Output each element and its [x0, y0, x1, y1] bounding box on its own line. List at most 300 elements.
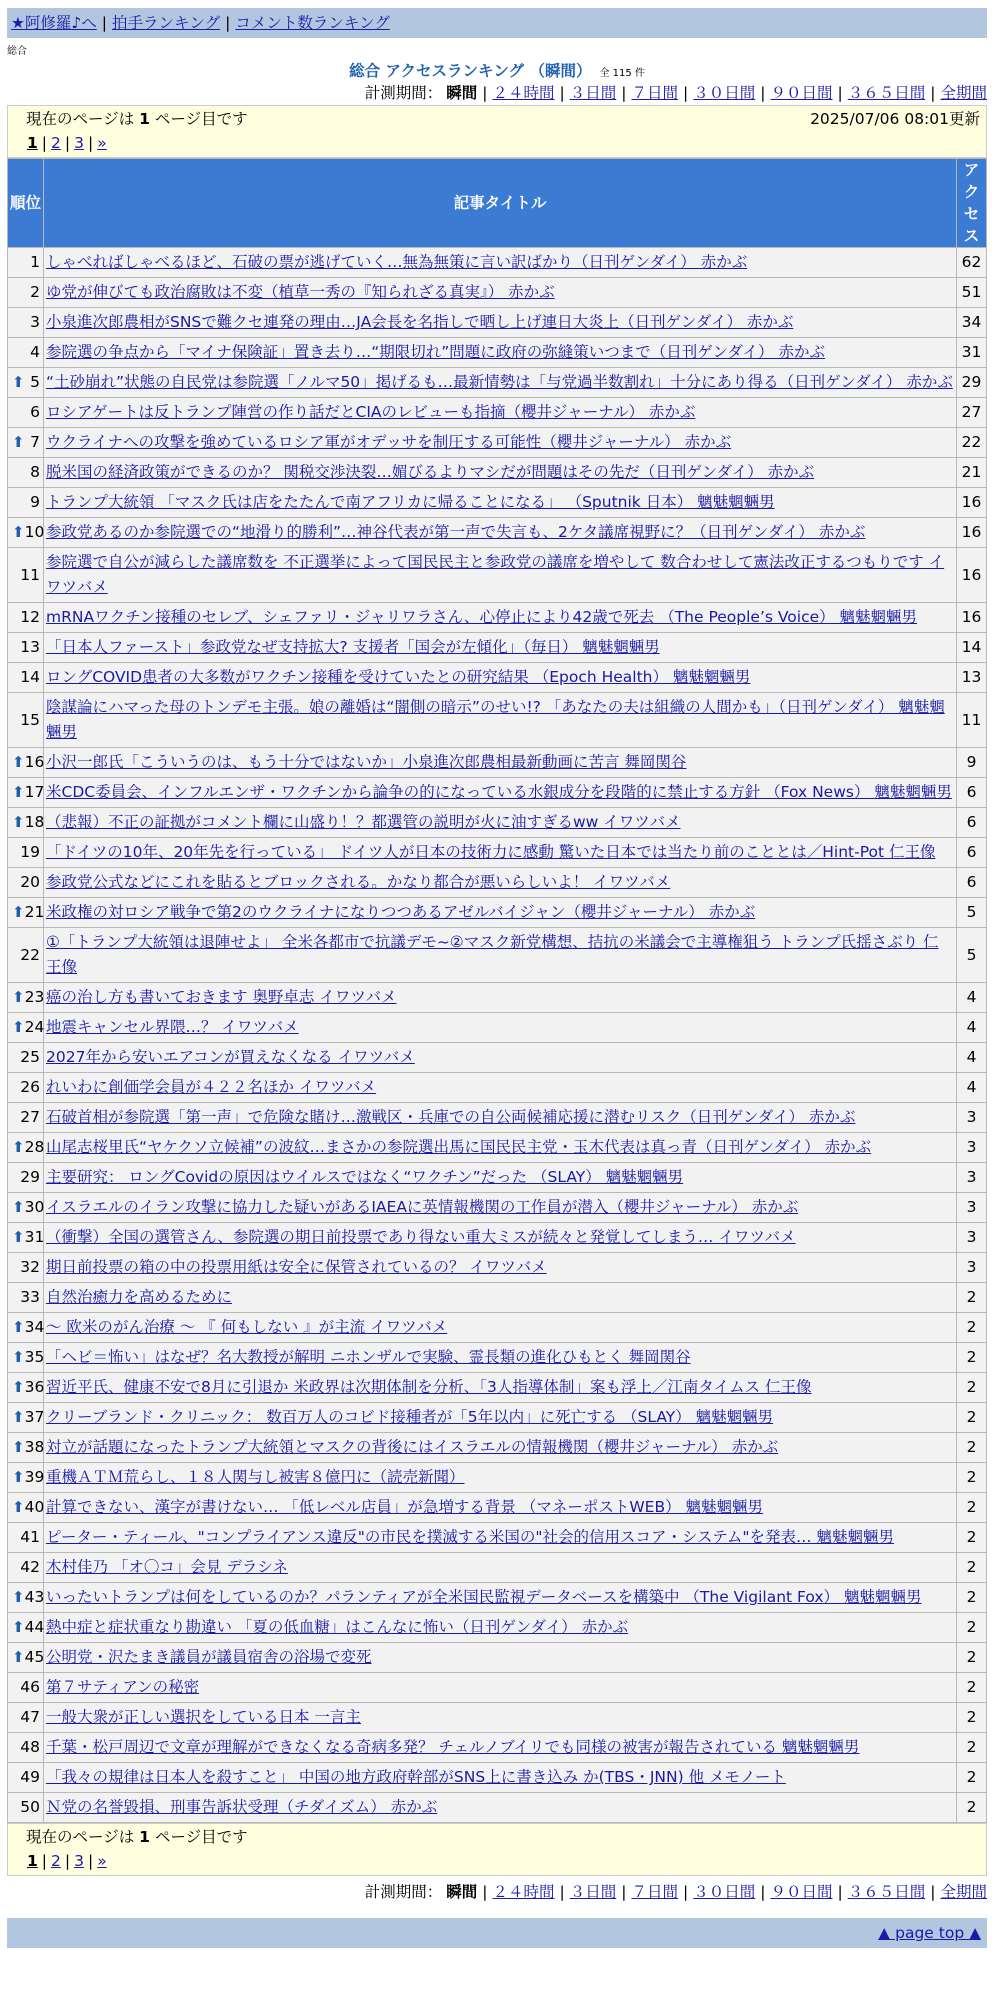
access-count: 2 — [957, 1313, 987, 1343]
title-cell — [44, 1043, 957, 1073]
article-title-link[interactable]: ロングCOVID患者の大多数がワクチン接種を受けていたとの研究結果 （Epoch Health） 魑魅魍魎男 — [46, 668, 751, 686]
table-row — [8, 1163, 987, 1193]
access-count: 2 — [957, 1373, 987, 1403]
pagination — [26, 1849, 980, 1873]
table-row — [8, 1763, 987, 1793]
page-separator: | — [41, 1852, 48, 1870]
access-count: 4 — [957, 1043, 987, 1073]
rank-cell — [8, 548, 44, 603]
article-title-link[interactable]: 重機ＡＴＭ荒らし、１８人関与し被害８億円に（読売新聞） — [46, 1468, 465, 1486]
rank-number: 35 — [24, 1348, 45, 1366]
article-title-link[interactable]: 参院選で自公が減らした議席数を 不正選挙によって国民民主と参政党の議席を増やして 数合わせして憲法改正するつもりです イワツバメ — [46, 553, 945, 596]
rank-cell — [8, 308, 44, 338]
period-selector-bottom — [7, 1880, 987, 1904]
rank-cell — [8, 278, 44, 308]
table-row — [8, 663, 987, 693]
period-current: 瞬間 — [446, 1883, 478, 1901]
rank-cell — [8, 868, 44, 898]
access-count: 2 — [957, 1463, 987, 1493]
period-link[interactable]: 全期間 — [940, 1883, 987, 1901]
page-top-link[interactable]: ▲ page top ▲ — [878, 1924, 981, 1942]
rank-cell — [8, 778, 44, 808]
title-cell — [44, 983, 957, 1013]
col-title-header: 記事タイトル — [44, 159, 957, 248]
table-row — [8, 1343, 987, 1373]
table-row — [8, 748, 987, 778]
access-count: 11 — [957, 693, 987, 748]
article-title-link[interactable]: Ｎ党の名誉毀損、刑事告訴状受理（チダイズム） 赤かぶ — [46, 1798, 438, 1816]
rank-cell — [8, 808, 44, 838]
access-count: 2 — [957, 1733, 987, 1763]
access-count: 31 — [957, 338, 987, 368]
footer-bar — [7, 1918, 987, 1948]
table-row — [8, 1433, 987, 1463]
article-title-link[interactable]: 山尾志桜里氏“ヤケクソ立候補”の波紋…まさかの参院選出馬に国民民主党・玉木代表は真っ青（日刊ゲンダイ） 赤かぶ — [46, 1138, 872, 1156]
title-cell — [44, 398, 957, 428]
title-cell — [44, 368, 957, 398]
rank-cell — [8, 1403, 44, 1433]
up-arrow-icon: ⬆ — [12, 1228, 25, 1246]
access-count: 3 — [957, 1133, 987, 1163]
page-link[interactable]: 2 — [51, 1852, 61, 1870]
access-count: 5 — [957, 928, 987, 983]
rank-cell — [8, 1463, 44, 1493]
title-cell — [44, 1253, 957, 1283]
rank-cell — [8, 838, 44, 868]
table-row — [8, 1613, 987, 1643]
rank-number: 8 — [30, 463, 40, 481]
title-cell — [44, 1163, 957, 1193]
rank-cell — [8, 428, 44, 458]
period-separator: | — [559, 84, 565, 102]
article-title-link[interactable]: いったいトランプは何をしているのか？パランティアが全米国民監視データベースを構築中 （The Vigilant Fox） 魑魅魍魎男 — [46, 1588, 922, 1606]
pagination — [26, 131, 980, 155]
title-cell — [44, 778, 957, 808]
title-cell — [44, 548, 957, 603]
rank-cell — [8, 1793, 44, 1823]
access-count: 2 — [957, 1343, 987, 1373]
rank-number: 26 — [20, 1078, 40, 1096]
title-cell — [44, 1373, 957, 1403]
access-count: 3 — [957, 1223, 987, 1253]
period-link[interactable]: 全期間 — [940, 84, 987, 102]
access-count: 2 — [957, 1643, 987, 1673]
article-title-link[interactable]: 参院選の争点から「マイナ保険証」置き去り…“期限切れ”問題に政府の弥縫策いつまで（日刊ゲンダイ） 赤かぶ — [46, 343, 825, 361]
article-title-link[interactable]: 参政党あるのか参院選での“地滑り的勝利”…神谷代表が第一声で失言も、2ケタ議席視野に？（日刊ゲンダイ） 赤かぶ — [46, 523, 866, 541]
rank-number: 28 — [24, 1138, 45, 1156]
article-title-link[interactable]: 米政権の対ロシア戦争で第2のウクライナになりつつあるアゼルバイジャン（櫻井ジャーナル） 赤かぶ — [46, 903, 756, 921]
article-title-link[interactable]: ①「トランプ大統領は退陣せよ」 全米各都市で抗議デモ~②マスク新党構想、拮抗の米議会で主導権狙う トランプ氏揺さぶり 仁王像 — [46, 933, 939, 976]
up-arrow-icon: ⬆ — [12, 1498, 25, 1516]
table-row — [8, 488, 987, 518]
page-link[interactable]: 3 — [74, 134, 85, 152]
rank-cell — [8, 1613, 44, 1643]
period-links — [477, 1883, 987, 1901]
access-count: 5 — [957, 898, 987, 928]
article-title-link[interactable]: イスラエルのイラン攻撃に協力した疑いがあるIAEAに英情報機関の工作員が潜入（櫻井ジャーナル） 赤かぶ — [46, 1198, 799, 1216]
title-cell — [44, 1613, 957, 1643]
rank-cell — [8, 248, 44, 278]
rank-cell — [8, 1253, 44, 1283]
access-count: 2 — [957, 1793, 987, 1823]
rank-cell — [8, 1703, 44, 1733]
access-count: 3 — [957, 1193, 987, 1223]
up-arrow-icon: ⬆ — [12, 903, 25, 921]
table-row — [8, 838, 987, 868]
article-title-link[interactable]: ウクライナへの攻撃を強めているロシア軍がオデッサを制圧する可能性（櫻井ジャーナル） 赤かぶ — [46, 433, 732, 451]
up-arrow-icon: ⬆ — [12, 1018, 25, 1036]
up-arrow-icon: ⬆ — [12, 1438, 25, 1456]
rank-cell — [8, 1223, 44, 1253]
title-cell — [44, 1643, 957, 1673]
title-cell — [44, 1223, 957, 1253]
table-row — [8, 1313, 987, 1343]
rank-number: 38 — [24, 1438, 45, 1456]
rank-cell — [8, 368, 44, 398]
article-title-link[interactable]: 千葉・松戸周辺で文章が理解ができなくなる奇病多発？ チェルノブイリでも同様の被害が報告されている 魑魅魍魎男 — [46, 1738, 860, 1756]
col-rank-header: 順位 — [8, 159, 44, 248]
title-cell — [44, 1103, 957, 1133]
title-cell — [44, 1073, 957, 1103]
title-cell — [44, 603, 957, 633]
period-link[interactable]: ２４時間 — [492, 1883, 555, 1901]
period-separator: | — [683, 1883, 689, 1901]
table-row — [8, 1403, 987, 1433]
access-count: 6 — [957, 808, 987, 838]
current-page-number: 1 — [27, 134, 38, 152]
period-link[interactable]: ９０日間 — [770, 84, 833, 102]
article-title-link[interactable]: 参政党公式などにこれを貼るとブロックされる。かなり都合が悪いらしいよ！ イワツバメ — [46, 873, 671, 891]
article-title-link[interactable]: 期日前投票の箱の中の投票用紙は安全に保管されているの？ イワツバメ — [46, 1258, 547, 1276]
article-title-link[interactable]: 「我々の規律は日本人を殺すこと」 中国の地方政府幹部がSNS上に書き込み か(TBS・JNN) 他 メモノート — [46, 1768, 786, 1786]
period-link[interactable]: ２４時間 — [492, 84, 555, 102]
rank-number: 11 — [20, 565, 40, 584]
rank-number: 5 — [30, 373, 40, 391]
rank-cell — [8, 1493, 44, 1523]
period-link[interactable]: ９０日間 — [770, 1883, 833, 1901]
rank-number: 36 — [24, 1378, 45, 1396]
article-title-link[interactable]: 「ドイツの10年、20年先を行っている」 ドイツ人が日本の技術力に感動 驚いた日本では当たり前のこととは／Hint-Pot 仁王像 — [46, 843, 936, 861]
rank-number: 40 — [24, 1498, 45, 1516]
next-page-link[interactable]: » — [97, 134, 107, 152]
rank-cell — [8, 928, 44, 983]
title-cell — [44, 518, 957, 548]
article-title-link[interactable]: mRNAワクチン接種のセレブ、シェファリ・ジャリワラさん、心停止により42歳で死去 （The People’s Voice） 魑魅魍魎男 — [46, 608, 918, 626]
article-title-link[interactable]: （衝撃）全国の選管さん、参院選の期日前投票であり得ない重大ミスが続々と発覚してしまう… イワツバメ — [46, 1228, 796, 1246]
table-row — [8, 368, 987, 398]
access-count: 4 — [957, 1073, 987, 1103]
period-selector — [7, 81, 987, 105]
next-page-link[interactable]: » — [97, 1852, 107, 1870]
access-count: 16 — [957, 488, 987, 518]
rank-number: 14 — [20, 668, 40, 686]
table-row — [8, 428, 987, 458]
table-row — [8, 868, 987, 898]
article-title-link[interactable]: 小泉進次郎農相がSNSで難クセ連発の理由…JA会長を名指しで晒し上げ連日大炎上（日刊ゲンダイ） 赤かぶ — [46, 313, 794, 331]
page-link[interactable]: 3 — [74, 1852, 85, 1870]
rank-number: 15 — [20, 710, 40, 729]
period-link[interactable]: ３日間 — [569, 84, 617, 102]
article-title-link[interactable]: 自然治癒力を高めるために — [46, 1288, 233, 1306]
article-title-link[interactable]: 主要研究： ロングCovidの原因はウイルスではなく“ワクチン”だった （SLAY） 魑魅魍魎男 — [46, 1168, 684, 1186]
title-cell — [44, 633, 957, 663]
period-link[interactable]: ３６５日間 — [847, 1883, 926, 1901]
access-count: 13 — [957, 663, 987, 693]
title-cell — [44, 428, 957, 458]
article-title-link[interactable]: 陰謀論にハマった母のトンデモ主張。娘の離婚は“闇側の暗示”のせい!? 「あなたの夫は組織の人間かも」（日刊ゲンダイ） 魑魅魍魎男 — [46, 698, 945, 741]
rank-number: 17 — [24, 783, 45, 801]
table-row — [8, 1793, 987, 1823]
comment-ranking-link[interactable]: コメント数ランキング — [235, 14, 390, 32]
table-row — [8, 458, 987, 488]
title-cell — [44, 1583, 957, 1613]
article-title-link[interactable]: ピーター・ティール、"コンプライアンス違反"の市民を撲滅する米国の"社会的信用スコア・システム"を発表… 魑魅魍魎男 — [46, 1528, 894, 1546]
up-arrow-icon: ⬆ — [12, 1588, 25, 1606]
access-count: 6 — [957, 778, 987, 808]
page-link[interactable]: 2 — [51, 134, 61, 152]
page-separator: | — [88, 134, 94, 152]
rank-number: 7 — [30, 433, 40, 451]
article-title-link[interactable]: ロシアゲートは反トランプ陣営の作り話だとCIAのレビューも指摘（櫻井ジャーナル） 赤かぶ — [46, 403, 696, 421]
up-arrow-icon: ⬆ — [12, 1468, 25, 1486]
period-separator: | — [930, 1883, 936, 1901]
rank-number: 45 — [24, 1648, 45, 1666]
title-cell — [44, 248, 957, 278]
page-separator: | — [64, 1852, 71, 1870]
title-cell — [44, 278, 957, 308]
rank-cell — [8, 1673, 44, 1703]
access-count: 2 — [957, 1403, 987, 1433]
article-title-link[interactable]: “土砂崩れ”状態の自民党は参院選「ノルマ50」掲げるも…最新情勢は「与党過半数割れ」十分にあり得る（日刊ゲンダイ） 赤かぶ — [46, 373, 953, 391]
period-separator: | — [760, 1883, 766, 1901]
access-count: 3 — [957, 1163, 987, 1193]
rank-cell — [8, 983, 44, 1013]
up-arrow-icon: ⬆ — [12, 988, 25, 1006]
rank-number: 47 — [20, 1708, 40, 1726]
rank-number: 1 — [30, 253, 40, 271]
article-title-link[interactable]: 習近平氏、健康不安で8月に引退か 米政界は次期体制を分析、「3人指導体制」案も浮上／江南タイムス 仁王像 — [46, 1378, 812, 1396]
access-count: 2 — [957, 1673, 987, 1703]
title-cell — [44, 748, 957, 778]
period-label: 計測期間： — [364, 1883, 443, 1901]
rank-cell — [8, 1433, 44, 1463]
article-title-link[interactable]: れいわに創価学会員が４２２名ほか イワツバメ — [46, 1078, 377, 1096]
period-label: 計測期間： — [364, 84, 443, 102]
period-link[interactable]: ３６５日間 — [847, 84, 926, 102]
period-separator: | — [482, 1883, 488, 1901]
up-arrow-icon: ⬆ — [12, 1198, 25, 1216]
rank-number: 50 — [20, 1798, 40, 1816]
article-title-link[interactable]: 「日本人ファースト」参政党なぜ支持拡大? 支援者「国会が左傾化」（毎日） 魑魅魍魎男 — [46, 638, 660, 656]
rank-cell — [8, 1313, 44, 1343]
title-cell — [44, 1463, 957, 1493]
page-separator: | — [41, 134, 48, 152]
title-cell — [44, 488, 957, 518]
table-row — [8, 338, 987, 368]
period-separator: | — [621, 84, 627, 102]
period-separator: | — [482, 84, 488, 102]
article-title-link[interactable]: 脱米国の経済政策ができるのか？ 関税交渉決裂…媚びるよりマシだが問題はその先だ（日刊ゲンダイ） 赤かぶ — [46, 463, 815, 481]
table-row — [8, 278, 987, 308]
access-count: 2 — [957, 1283, 987, 1313]
article-title-link[interactable]: 木村佳乃 「オ〇コ」会見 デラシネ — [46, 1558, 288, 1576]
rank-number: 46 — [20, 1678, 40, 1696]
up-arrow-icon: ⬆ — [12, 433, 25, 451]
rank-cell — [8, 1103, 44, 1133]
article-title-link[interactable]: 2027年から安いエアコンが買えなくなる イワツバメ — [46, 1048, 415, 1066]
title-cell — [44, 1733, 957, 1763]
period-separator: | — [683, 84, 689, 102]
up-arrow-icon: ⬆ — [12, 373, 25, 391]
article-title-link[interactable]: しゃべればしゃべるほど、石破の票が逃げていく…無為無策に言い訳ばかり（日刊ゲンダイ） 赤かぶ — [46, 253, 748, 271]
period-separator: | — [760, 84, 766, 102]
article-title-link[interactable]: 第７サティアンの秘密 — [46, 1678, 200, 1696]
updated-time: 2025/07/06 08:01更新 — [810, 110, 980, 128]
article-title-link[interactable]: 熱中症と症状重なり勘違い 「夏の低血糖」はこんなに怖い（日刊ゲンダイ） 赤かぶ — [46, 1618, 629, 1636]
clap-ranking-link[interactable]: 拍手ランキング — [112, 14, 221, 32]
period-separator: | — [837, 1883, 843, 1901]
access-count: 14 — [957, 633, 987, 663]
access-count: 4 — [957, 983, 987, 1013]
rank-cell — [8, 1043, 44, 1073]
article-title-link[interactable]: 小沢一郎氏「こういうのは、もう十分ではないか」小泉進次郎農相最新動画に苦言 舞岡関谷 — [46, 753, 687, 771]
article-title-link[interactable]: 「ヘビ＝怖い」はなぜ？名大教授が解明 ニホンザルで実験、霊長類の進化ひもとく 舞岡関谷 — [46, 1348, 691, 1366]
article-title-link[interactable]: トランプ大統領 「マスク氏は店をたたんで南アフリカに帰ることになる」 （Sputnik 日本） 魑魅魍魎男 — [46, 493, 775, 511]
section-label: 総合 — [7, 46, 27, 57]
up-arrow-icon: ⬆ — [12, 1318, 25, 1336]
table-row — [8, 1673, 987, 1703]
period-link[interactable]: ７日間 — [631, 1883, 678, 1901]
rank-cell — [8, 488, 44, 518]
access-count: 3 — [957, 1103, 987, 1133]
title-cell — [44, 1763, 957, 1793]
article-title-link[interactable]: 地震キャンセル界隈…？ イワツバメ — [46, 1018, 299, 1036]
access-count: 2 — [957, 1763, 987, 1793]
access-count: 21 — [957, 458, 987, 488]
article-title-link[interactable]: ～ 欧米のがん治療 ～ 『 何もしない 』が主流 イワツバメ — [46, 1318, 448, 1336]
title-cell — [44, 1673, 957, 1703]
table-row — [8, 1643, 987, 1673]
title-cell — [44, 1013, 957, 1043]
table-row — [8, 778, 987, 808]
table-row — [8, 808, 987, 838]
rank-number: 3 — [30, 313, 40, 331]
ranking-body — [8, 248, 987, 1823]
rank-number: 19 — [20, 843, 40, 861]
rank-cell — [8, 898, 44, 928]
article-title-link[interactable]: 公明党・沢たまき議員が議員宿舎の浴場で変死 — [46, 1648, 372, 1666]
rank-number: 2 — [30, 283, 40, 301]
rank-number: 32 — [20, 1258, 40, 1276]
rank-number: 49 — [20, 1768, 40, 1786]
period-link[interactable]: ３０日間 — [693, 84, 756, 102]
rank-number: 4 — [30, 343, 40, 361]
title-cell — [44, 1343, 957, 1373]
title-cell — [44, 838, 957, 868]
nav-separator: | — [101, 14, 108, 32]
title-cell — [44, 928, 957, 983]
table-row — [8, 1193, 987, 1223]
article-title-link[interactable]: 一般大衆が正しい選択をしている日本 一言主 — [46, 1708, 361, 1726]
rank-number: 16 — [24, 753, 45, 771]
rank-cell — [8, 398, 44, 428]
access-count: 2 — [957, 1553, 987, 1583]
title-cell — [44, 1433, 957, 1463]
col-access-header: アクセス — [957, 159, 987, 248]
table-row — [8, 1733, 987, 1763]
title-cell — [44, 1553, 957, 1583]
up-arrow-icon: ⬆ — [12, 1618, 25, 1636]
table-row — [8, 1103, 987, 1133]
rank-cell — [8, 663, 44, 693]
article-title-link[interactable]: 対立が話題になったトランプ大統領とマスクの背後にはイスラエルの情報機関（櫻井ジャーナル） 赤かぶ — [46, 1438, 779, 1456]
page-title: 総合 アクセスランキング （瞬間） — [349, 62, 592, 80]
period-separator: | — [559, 1883, 565, 1901]
article-title-link[interactable]: （悲報）不正の証拠がコメント欄に山盛り！？都選管の説明が火に油すぎるww イワツバメ — [46, 813, 681, 831]
title-cell — [44, 1193, 957, 1223]
article-title-link[interactable]: 計算できない、漢字が書けない… 「低レベル店員」が急増する背景 （マネーポストWEB） 魑魅魍魎男 — [46, 1498, 764, 1516]
home-link[interactable]: ★阿修羅♪へ — [11, 14, 97, 32]
table-row — [8, 308, 987, 338]
table-row — [8, 1133, 987, 1163]
title-cell — [44, 1493, 957, 1523]
table-row — [8, 518, 987, 548]
up-arrow-icon: ⬆ — [12, 1378, 25, 1396]
article-title-link[interactable]: ゆ党が伸びても政治腐敗は不変（植草一秀の『知られざる真実』） 赤かぶ — [46, 283, 555, 301]
rank-number: 29 — [20, 1168, 40, 1186]
table-row — [8, 1463, 987, 1493]
period-link[interactable]: ７日間 — [631, 84, 678, 102]
table-row — [8, 1523, 987, 1553]
title-cell — [44, 693, 957, 748]
rank-cell — [8, 1013, 44, 1043]
access-count: 2 — [957, 1493, 987, 1523]
rank-number: 21 — [24, 903, 45, 921]
rank-number: 20 — [20, 873, 40, 891]
article-title-link[interactable]: 米CDC委員会、インフルエンザ・ワクチンから論争の的になっている水銀成分を段階的に禁止する方針 （Fox News） 魑魅魍魎男 — [46, 783, 952, 801]
rank-number: 37 — [24, 1408, 45, 1426]
rank-cell — [8, 603, 44, 633]
rank-number: 13 — [20, 638, 40, 656]
title-cell — [44, 808, 957, 838]
access-count: 16 — [957, 518, 987, 548]
rank-cell — [8, 1583, 44, 1613]
article-title-link[interactable]: 癌の治し方も書いておきます 奥野卓志 イワツバメ — [46, 988, 397, 1006]
rank-cell — [8, 518, 44, 548]
period-separator: | — [621, 1883, 627, 1901]
rank-cell — [8, 633, 44, 663]
rank-number: 33 — [20, 1288, 40, 1306]
access-count: 3 — [957, 1253, 987, 1283]
table-row — [8, 1493, 987, 1523]
title-cell — [44, 1133, 957, 1163]
rank-number: 27 — [20, 1108, 40, 1126]
period-link[interactable]: ３０日間 — [693, 1883, 756, 1901]
page-info-bottom — [7, 1823, 987, 1876]
table-row — [8, 1223, 987, 1253]
period-link[interactable]: ３日間 — [569, 1883, 617, 1901]
article-title-link[interactable]: 石破首相が参院選「第一声」で危険な賭け…激戦区・兵庫での自公両候補応援に潜むリスク（日刊ゲンダイ） 赤かぶ — [46, 1108, 856, 1126]
up-arrow-icon: ⬆ — [12, 523, 25, 541]
access-count: 2 — [957, 1703, 987, 1733]
up-arrow-icon: ⬆ — [12, 1348, 25, 1366]
rank-cell — [8, 693, 44, 748]
article-title-link[interactable]: クリーブランド・クリニック： 数百万人のコビド接種者が「5年以内」に死亡する （SLAY） 魑魅魍魎男 — [46, 1408, 774, 1426]
rank-number: 23 — [24, 988, 45, 1006]
rank-cell — [8, 1763, 44, 1793]
rank-number: 39 — [24, 1468, 45, 1486]
current-page-text: 現在のページは 1 ページ目です — [26, 110, 248, 128]
